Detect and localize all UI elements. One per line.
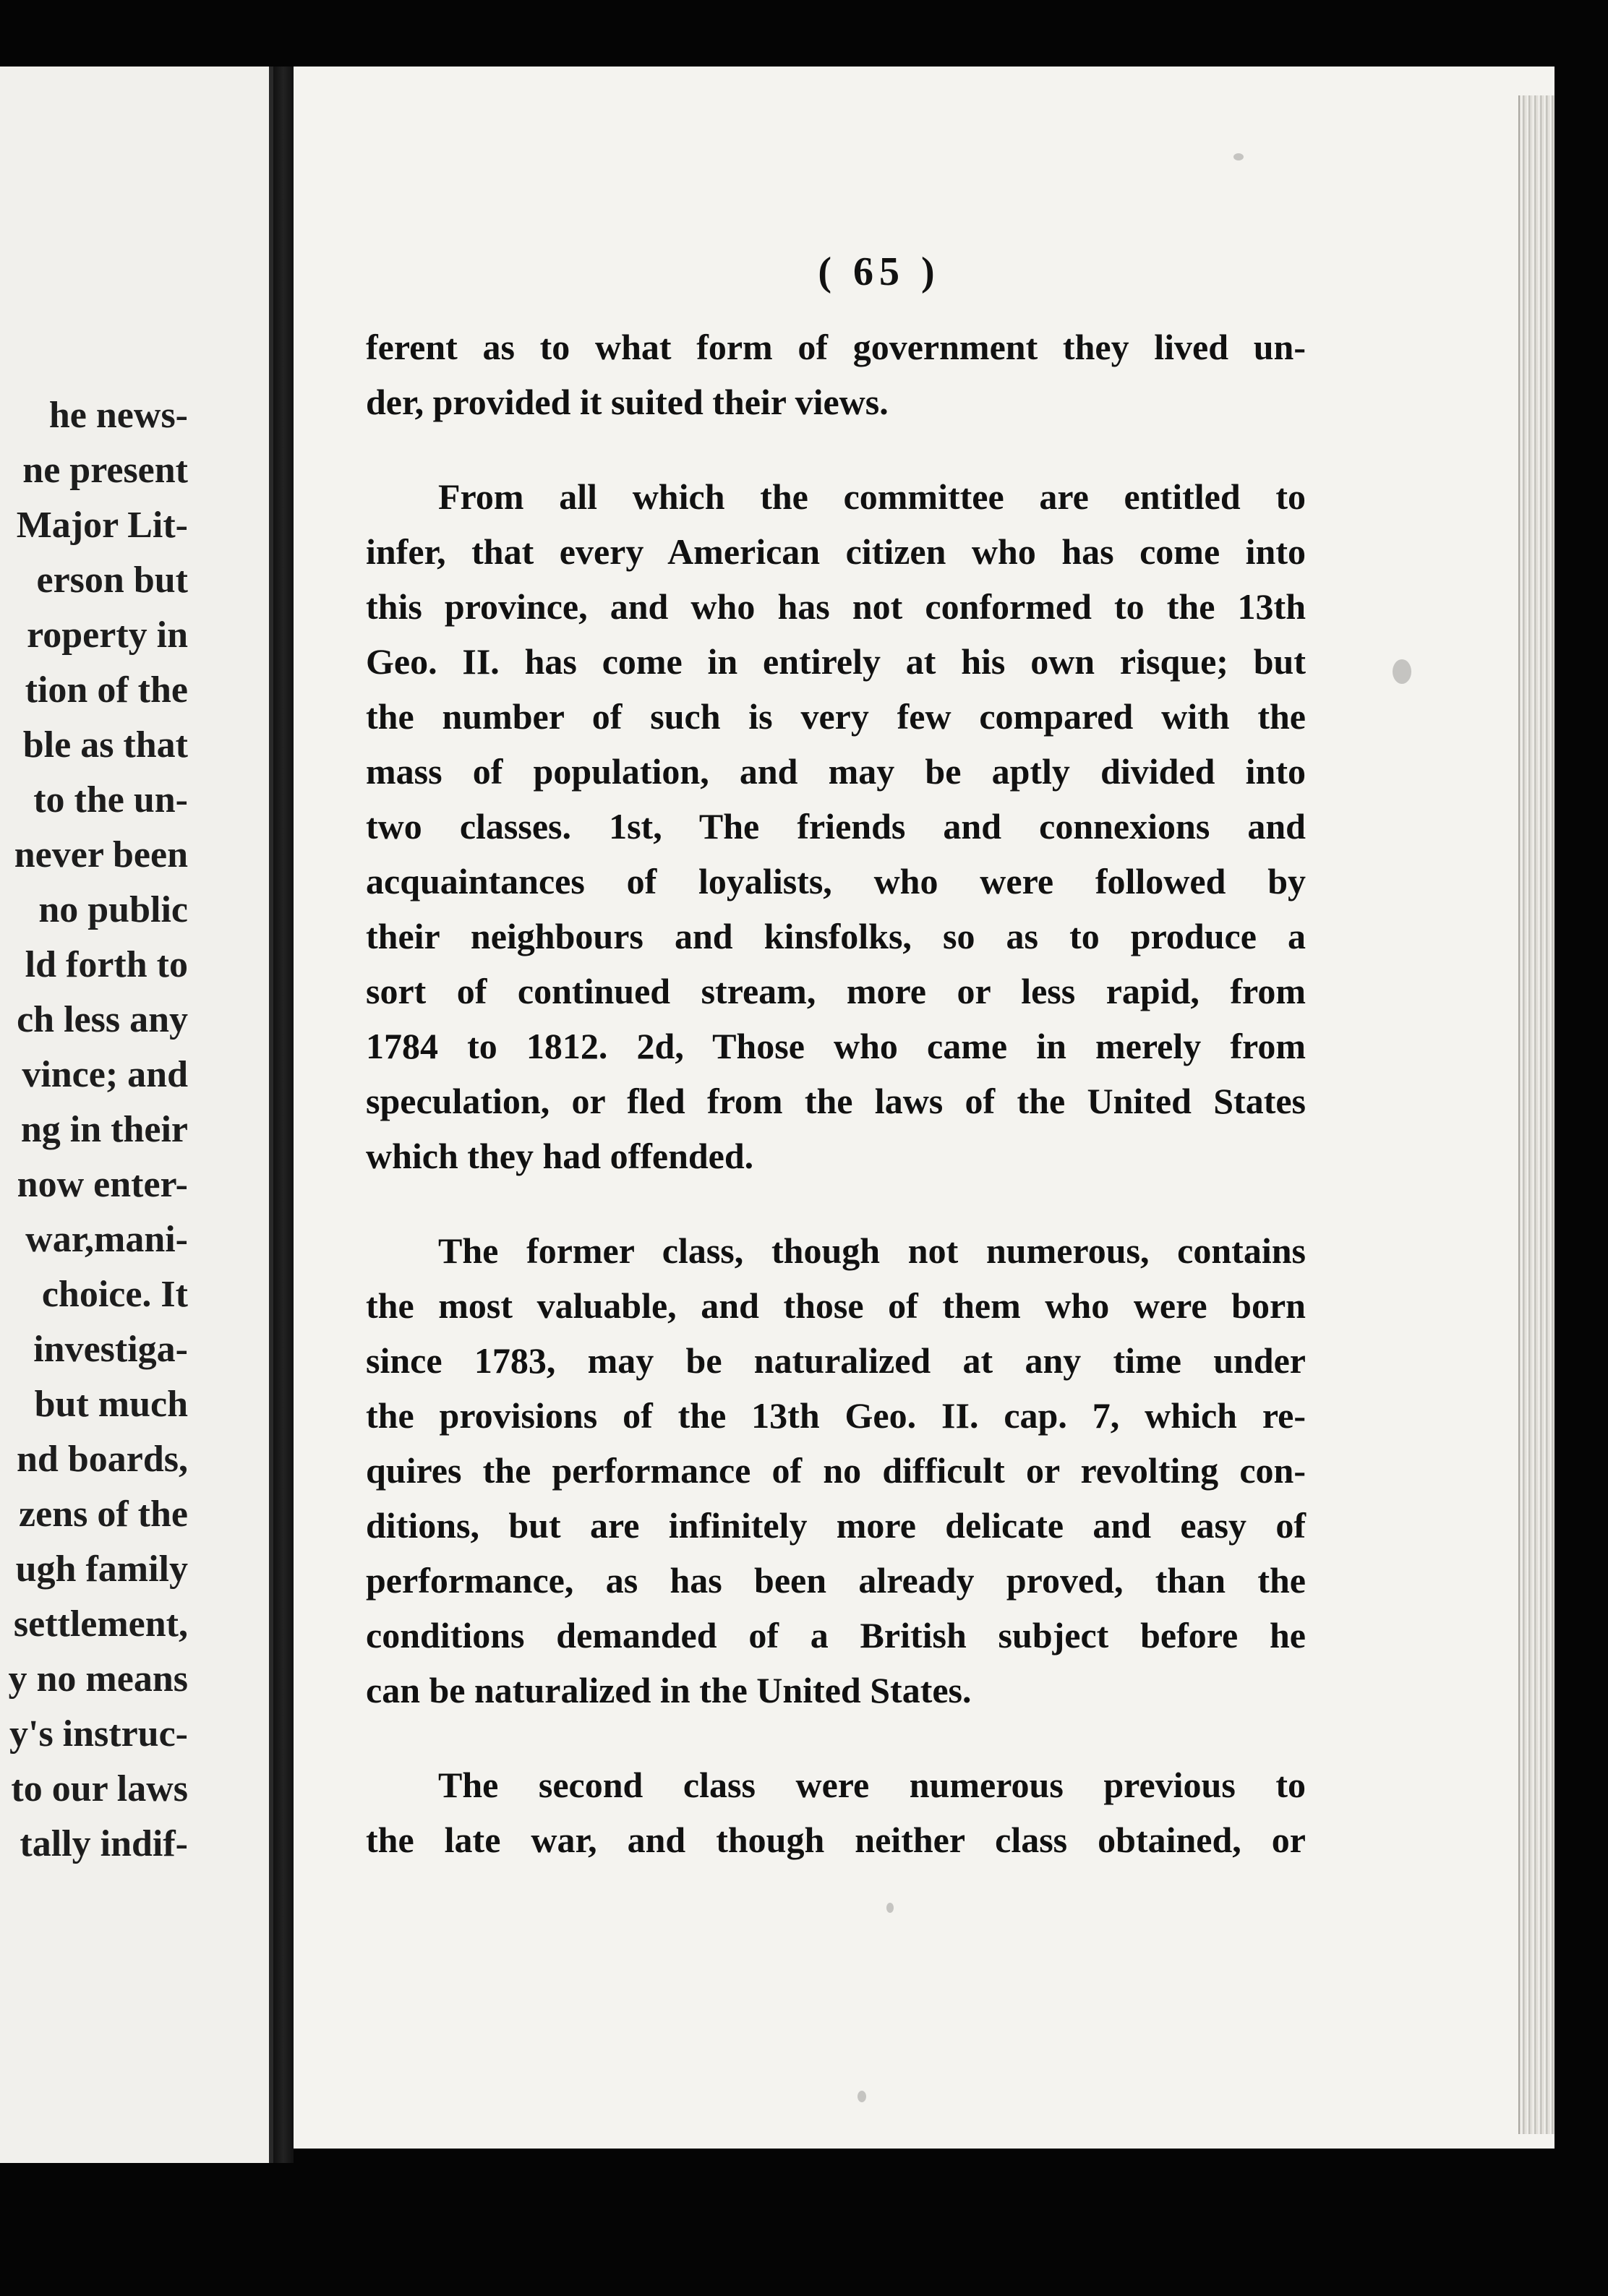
book-gutter: [273, 67, 294, 2163]
text-line: which they had offended.: [366, 1136, 754, 1176]
left-page-line: tion of the: [25, 669, 188, 711]
paragraph-gap: [366, 1183, 1306, 1223]
left-page-line: war,mani-: [25, 1219, 188, 1260]
left-page-line: Major Lit-: [16, 505, 188, 546]
paragraph: [366, 320, 1306, 429]
text-line: conditions demanded of a British subject before he: [366, 1615, 1306, 1655]
text-line: two classes. 1st, The friends and connexions and: [366, 806, 1306, 847]
text-line: sort of continued stream, more or less rapid, from: [366, 971, 1306, 1011]
left-page-line: he news-: [48, 395, 188, 436]
left-page-line: now enter-: [17, 1164, 188, 1205]
left-page-line: no public: [38, 889, 188, 930]
body-text: [366, 320, 1306, 1867]
text-line: can be naturalized in the United States.: [366, 1670, 972, 1710]
paragraph: [366, 469, 1306, 1183]
left-page-line: vince; and: [22, 1054, 188, 1095]
text-line: der, provided it suited their views.: [366, 382, 889, 422]
left-page-line: zens of the: [19, 1494, 188, 1535]
left-page-line: ble as that: [22, 724, 188, 766]
text-line: the most valuable, and those of them who were born: [366, 1285, 1306, 1326]
paragraph-gap: [366, 1718, 1306, 1757]
left-page: [0, 67, 273, 2163]
paper-speck: [1233, 153, 1244, 160]
text-line: their neighbours and kinsfolks, so as to produce a: [366, 916, 1306, 956]
left-page-line: but much: [34, 1384, 188, 1425]
text-line: performance, as has been already proved, than the: [366, 1560, 1306, 1601]
left-page-line: to our laws: [11, 1768, 188, 1809]
left-page-line: roperty in: [27, 614, 188, 656]
paper-speck: [1393, 659, 1411, 684]
left-page-line: ng in their: [20, 1109, 188, 1150]
left-page-line: to the un-: [33, 779, 188, 821]
text-line: the late war, and though neither class obtained, or: [366, 1820, 1306, 1860]
left-page-line: tally indif-: [20, 1823, 188, 1864]
text-line: ditions, but are infinitely more delicate and easy of: [366, 1505, 1306, 1546]
paper-speck: [858, 2091, 866, 2102]
text-line: this province, and who has not conformed to the 13th: [366, 586, 1306, 627]
left-page-line: erson but: [36, 560, 188, 601]
text-line: quires the performance of no difficult or revolting con-: [366, 1450, 1306, 1491]
text-line: The second class were numerous previous to: [438, 1765, 1306, 1805]
paper-speck: [886, 1903, 894, 1913]
left-page-line: choice. It: [41, 1274, 188, 1315]
left-page-line: y's instruc-: [9, 1713, 188, 1755]
left-page-line: y no means: [8, 1658, 188, 1700]
left-page-line: never been: [14, 834, 188, 875]
paragraph: [366, 1757, 1306, 1867]
page-number: ( 65 ): [818, 249, 941, 294]
text-line: mass of population, and may be aptly divided into: [366, 751, 1306, 792]
text-line: The former class, though not numerous, contains: [438, 1230, 1306, 1271]
text-line: infer, that every American citizen who has come into: [366, 531, 1306, 572]
text-line: speculation, or fled from the laws of the United States: [366, 1081, 1306, 1121]
left-page-line: investiga-: [33, 1329, 188, 1370]
text-line: From all which the committee are entitled to: [438, 476, 1306, 517]
text-line: the number of such is very few compared with the: [366, 696, 1306, 737]
right-page: [294, 67, 1554, 2149]
left-page-line: nd boards,: [17, 1439, 188, 1480]
text-line: Geo. II. has come in entirely at his own risque; but: [366, 641, 1306, 682]
text-line: acquaintances of loyalists, who were followed by: [366, 861, 1306, 901]
text-line: the provisions of the 13th Geo. II. cap. 7, which re-: [366, 1395, 1306, 1436]
left-page-line: ugh family: [15, 1548, 188, 1590]
page-edge: [1518, 95, 1554, 2134]
text-line: 1784 to 1812. 2d, Those who came in merely from: [366, 1026, 1306, 1066]
text-line: ferent as to what form of government they lived un-: [366, 327, 1306, 367]
left-page-line: ne present: [22, 450, 188, 491]
left-page-text: [0, 388, 188, 1872]
left-page-line: ch less any: [17, 999, 188, 1040]
text-line: since 1783, may be naturalized at any time under: [366, 1340, 1306, 1381]
left-page-line: settlement,: [13, 1603, 188, 1645]
left-page-line: ld forth to: [25, 944, 188, 985]
paragraph-gap: [366, 429, 1306, 469]
paragraph: [366, 1223, 1306, 1718]
